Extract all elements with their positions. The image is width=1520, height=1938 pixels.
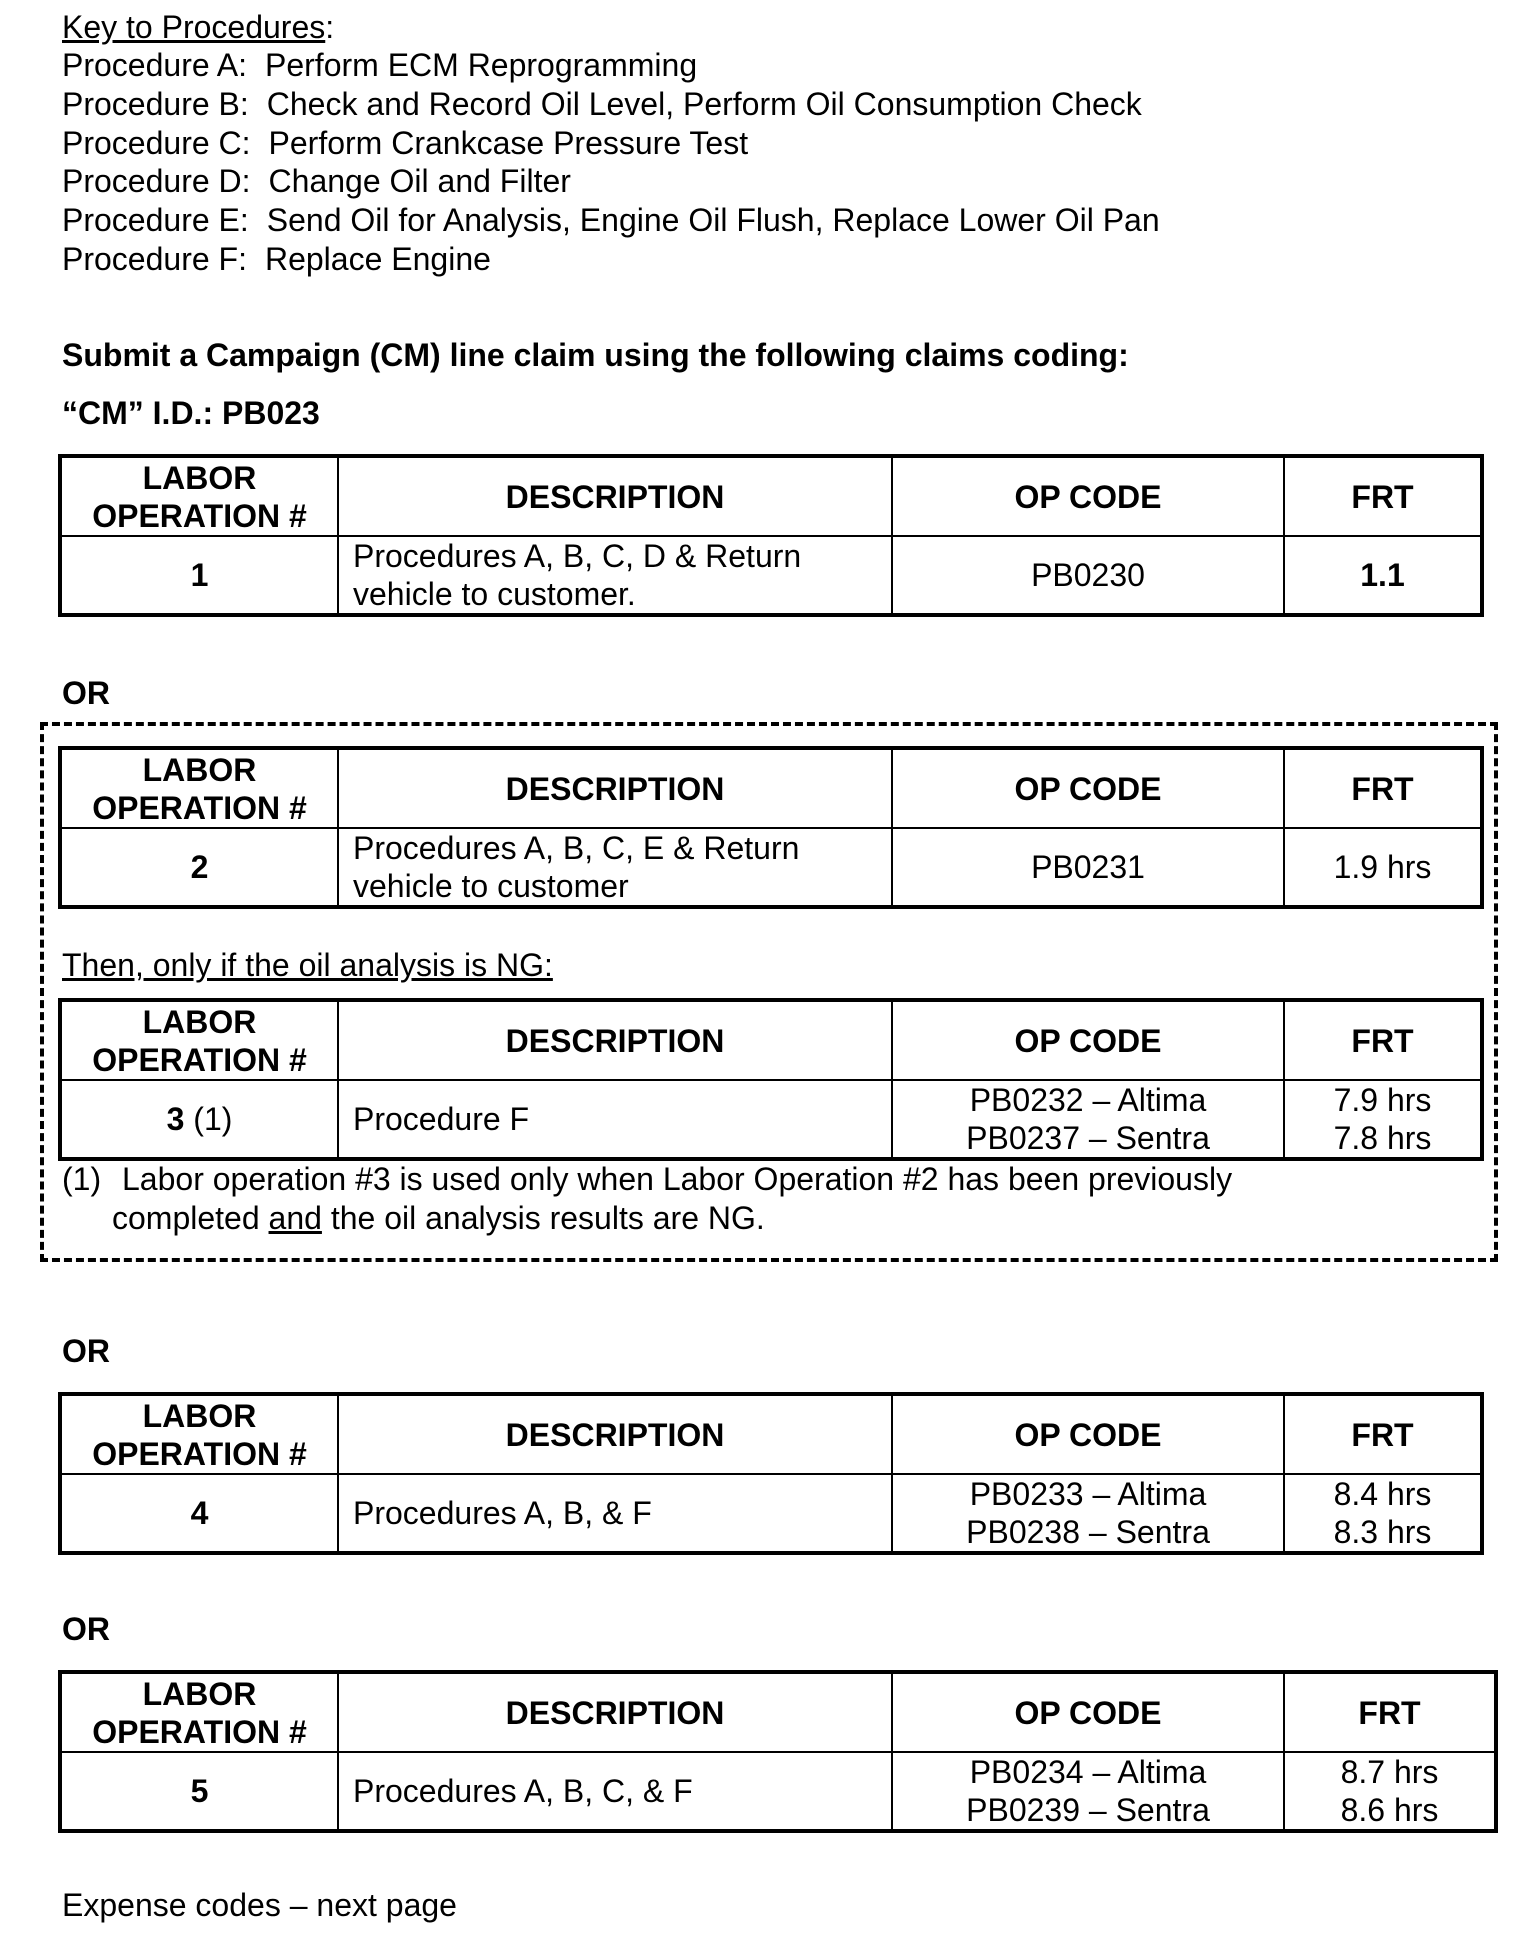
procedure-c: Procedure C: Perform Crankcase Pressure Test [62, 125, 749, 161]
description-cell: Procedure F [338, 1080, 892, 1159]
header-op-code: OP CODE [892, 456, 1284, 536]
procedure-b: Procedure B: Check and Record Oil Level, Perform Oil Consumption Check [62, 86, 1142, 122]
header-op-code: OP CODE [892, 1000, 1284, 1080]
op-code-cell: PB0233 – Altima PB0238 – Sentra [892, 1474, 1284, 1553]
description-cell: Procedures A, B, & F [338, 1474, 892, 1553]
description-cell: Procedures A, B, C, & F [338, 1752, 892, 1831]
header-op-code: OP CODE [892, 1672, 1284, 1752]
header-frt: FRT [1284, 1394, 1482, 1474]
header-description: DESCRIPTION [338, 1394, 892, 1474]
frt-cell: 1.1 [1284, 536, 1482, 615]
labor-table-3 [58, 998, 1484, 1161]
claim-instruction: Submit a Campaign (CM) line claim using the following claims coding: [62, 337, 1129, 373]
labor-table-2 [58, 746, 1484, 909]
header-frt: FRT [1284, 748, 1482, 828]
labor-number: 1 [60, 536, 338, 615]
header-op-code: OP CODE [892, 1394, 1284, 1474]
footer-note: Expense codes – next page [62, 1887, 457, 1923]
procedure-e: Procedure E: Send Oil for Analysis, Engine Oil Flush, Replace Lower Oil Pan [62, 202, 1160, 238]
description-cell: Procedures A, B, C, E & Return vehicle to customer [338, 828, 892, 907]
header-description: DESCRIPTION [338, 456, 892, 536]
frt-cell: 7.9 hrs 7.8 hrs [1284, 1080, 1482, 1159]
op-code-cell: PB0230 [892, 536, 1284, 615]
or-label-1: OR [62, 675, 110, 711]
header-labor-operation: LABOR OPERATION # [60, 1000, 338, 1080]
footnote-line-2: completed and the oil analysis results are NG. [112, 1200, 765, 1236]
frt-cell: 1.9 hrs [1284, 828, 1482, 907]
header-description: DESCRIPTION [338, 748, 892, 828]
header-labor-operation: LABOR OPERATION # [60, 748, 338, 828]
header-frt: FRT [1284, 456, 1482, 536]
header-labor-operation: LABOR OPERATION # [60, 1394, 338, 1474]
labor-table-5 [58, 1670, 1498, 1833]
header-frt: FRT [1284, 1672, 1496, 1752]
frt-cell: 8.4 hrs 8.3 hrs [1284, 1474, 1482, 1553]
op-code-cell: PB0232 – Altima PB0237 – Sentra [892, 1080, 1284, 1159]
or-label-3: OR [62, 1611, 110, 1647]
labor-number: 5 [60, 1752, 338, 1831]
description-cell: Procedures A, B, C, D & Return vehicle to customer. [338, 536, 892, 615]
header-frt: FRT [1284, 1000, 1482, 1080]
procedure-d: Procedure D: Change Oil and Filter [62, 163, 571, 199]
cm-id: “CM” I.D.: PB023 [62, 395, 320, 431]
labor-number: 4 [60, 1474, 338, 1553]
labor-table-4 [58, 1392, 1484, 1555]
op-code-cell: PB0234 – Altima PB0239 – Sentra [892, 1752, 1284, 1831]
procedure-a: Procedure A: Perform ECM Reprogramming [62, 47, 698, 83]
labor-number: 2 [60, 828, 338, 907]
header-labor-operation: LABOR OPERATION # [60, 456, 338, 536]
labor-number: 3 (1) [60, 1080, 338, 1159]
or-label-2: OR [62, 1333, 110, 1369]
footnote-line-1: Labor operation #3 is used only when Labor Operation #2 has been previously [122, 1161, 1233, 1197]
footnote-marker: (1) [62, 1161, 102, 1197]
then-label: Then, only if the oil analysis is NG: [62, 947, 553, 983]
labor-table-1 [58, 454, 1484, 617]
key-heading: Key to Procedures: [62, 9, 335, 45]
header-description: DESCRIPTION [338, 1672, 892, 1752]
frt-cell: 8.7 hrs 8.6 hrs [1284, 1752, 1496, 1831]
op-code-cell: PB0231 [892, 828, 1284, 907]
header-op-code: OP CODE [892, 748, 1284, 828]
header-description: DESCRIPTION [338, 1000, 892, 1080]
procedure-f: Procedure F: Replace Engine [62, 241, 491, 277]
header-labor-operation: LABOR OPERATION # [60, 1672, 338, 1752]
